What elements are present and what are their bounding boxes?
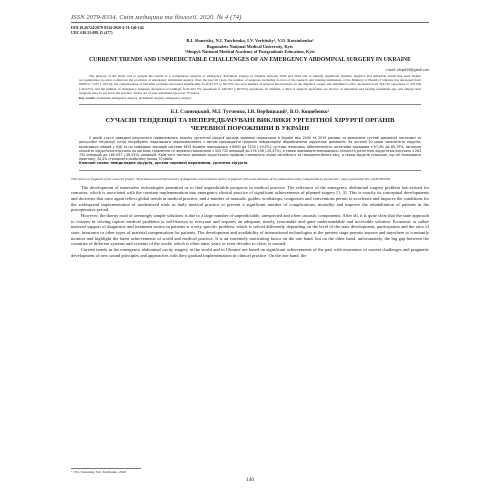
- author-list: B.I. Slonetsky, N.I. Tutchenko, I.V. Verbitsky¹, V.O. Kotsiubenko¹: [186, 38, 314, 44]
- footer-divider: [71, 468, 141, 469]
- doi-line: DOI 10.26724/2079-8334-2020-4-74-140-144: [71, 26, 144, 30]
- keywords-en-text: abdominal emergency surgery, abdominal surgery, emergency surgery: [96, 96, 192, 101]
- keywords-en-label: Key words:: [79, 96, 96, 101]
- abstract-en: The purpose of the study was to present the results of a comparative analysis of emergency abdominal surgery in Ukraine between 2000 and 2019 and to identify significant dynamic negative and debatable trends that need further reconsideration in order to improve the provision of emergency abdominal surgery. Over the past 20 years, the number of surgeons, including doctors of the research and training institutions of the Ministry of Health of Ukraine has decreased from 8,990 to 7,233 (-19.5%); the complications of full-time positions decreased significantly from 97.4% to 69.79%; the total number of surgical interventions on the digestive organs and abdominal cavity decreased from 344,732 operations to 276,196 (-20.47%), and the number of emergency surgeries decreased accordingly from 263,732 operations to 160,057 (-38.53%) operations. In addition, a third of surgical specialists are doctors of retirement and nearing retirement age, and among rural surgeons who do not leave the practice, 34.4% are of past retirement age (over 70 years).: [79, 74, 421, 95]
- section-divider: [79, 104, 421, 105]
- body-paragraph-1: The development of innovative technologies permitted us to find unpredictable prospects in medical practice. The relevance of the emergency abdominal surgery problem has existed for centuries, which is associated with the constant implementation into emergency clinical practice of significant achievements of planned surgery [1, 3]. This is exactly its conceptual developments and doctrines that once again reflect global trends in medical practice, and a number of manuals, guides, workshops, congresses and conventions permit to accelerate and improve the conditions for the widespread implementation of modernized trials in daily medical practice to prevent a significant number of complications, mortality and improve the rehabilitation of patients in the postoperative period.: [71, 184, 429, 213]
- page-number: 140: [245, 477, 255, 483]
- section-divider-2: [79, 170, 421, 171]
- copyright-line: © B.I. Slonetsky, N.I. Tutchenko, 2020: [71, 470, 126, 474]
- abstract-ua: У даній статті наведені результати порівняльного аналізу ургентної хірургії органів черевної порожнини в Україні між 2000 та 2019 роками та визначено суттєві динамічні негативні та дискусійні тенденції, котрі потребують подальшого переосмислення з метою покращання надання невідкладної абдомінальної хірургічної допомоги. За останні 20 років чисельність хірургів, включаючи лікарів у НДІ та на кафедрах закладів системи МОЗ України зменшилась з 8990 до 7233 (-19,5%); суттєво знизилась забезпеченість штатними посадами з 97,4% до 69,79%; загальна кількість хірургічних втручань на органах травлення та черевної порожнини з 344 732 операцій до 276 196 (-20,47%), а також відповідно зменшилась і кількість ургентних хірургічних втручань з 263 732 операцій до 160 057 (-38,53%) операцій. Крім того третина фахівців хірургічного профілю становлять лікарі пенсійного та передпенсійного віку, а серед хірургів сільських, що не полишають практику, 34,4% становлять особи віку понад 70 років.: [79, 136, 421, 162]
- affiliation-1: Bogomolets National Medical University, Kyiv: [206, 43, 294, 49]
- research-note: This work is a fragment of the research project "Development and improvement of diagnostic and treatment tactics in patients with acute diseases of the abdominal cavity complicated by peritonitis", state registration No. 0118U003958.: [71, 176, 391, 181]
- ua-author-list: Б.І. Слонецький, М.І. Тутченко, І.В. Вербицький¹, В.О. Коцюбенко¹: [170, 109, 330, 116]
- udc-line: UDC 616.55-089.15 (477): [71, 30, 113, 35]
- keywords-ua: Ключові слова: невідкладна хірургія, органи черевної порожнини, ургентна хірургія.: [79, 161, 249, 166]
- ua-paper-title: СУЧАСНІ ТЕНДЕНЦІЇ ТА НЕПЕРЕДБАЧУВАНІ ВИКЛИКИ УРГЕНТНОЇ ХІРУРГІЇ ОРГАНІВ ЧЕРЕВНОЇ ПОРОЖНИНИ В УКРАЇНІ: [105, 117, 395, 133]
- keywords-en: [71, 96, 429, 100]
- contact-email: e-mail: skopdc60@gmail.com: [385, 68, 429, 72]
- body-paragraph-3: Current trends in the emergency abdominal cavity surgery in the world and in Ukraine are based on significant achievements of the past with awareness of current challenges and pragmatic development of new sound principles and approaches with their gradual implementation in clinical practice. On the one hand, the: [71, 246, 429, 258]
- journal-header: ISSN 2079-8334. Світ медицини та біології. 2020. № 4 (74): [71, 14, 429, 23]
- body-text: [71, 185, 429, 259]
- paper-title: CURRENT TRENDS AND UNPREDICTABLE CHALLENGES OF AN EMERGENCY ABDOMINAL SURGERY IN UKRAINE: [88, 57, 412, 63]
- affiliation-2: ¹Shupyk National Medical Academy of Postgraduate Education, Kyiv: [185, 48, 315, 54]
- body-paragraph-2: However, the thorny road of seemingly simple solutions is due to a large number of unpredictable, unexpected and often casuistic components. After all, it is quite clear that the state approach to citizens in solving topical medical problems is well-known to everyone and requires an adequate, timely, reasonable and quite understandable and accessible solution. Economic or rather material support of diagnostic and treatment tactics in patients is a very specific problem, which is solved differently depending on the level of the state development, participation and the ratio of state, insurance or other types of material compensation for patients. The development and availability of international technologies at the present stage permits anyone and anywhere to constantly monitor and highlight the latest achievements of world and medical practice. It is an extremely motivating factor on the one hand, but on the other hand, unfortunately, the big gap between the countries of different systems and systems of the world, which is often takes years or even decades to close, is ensued.: [71, 213, 429, 247]
